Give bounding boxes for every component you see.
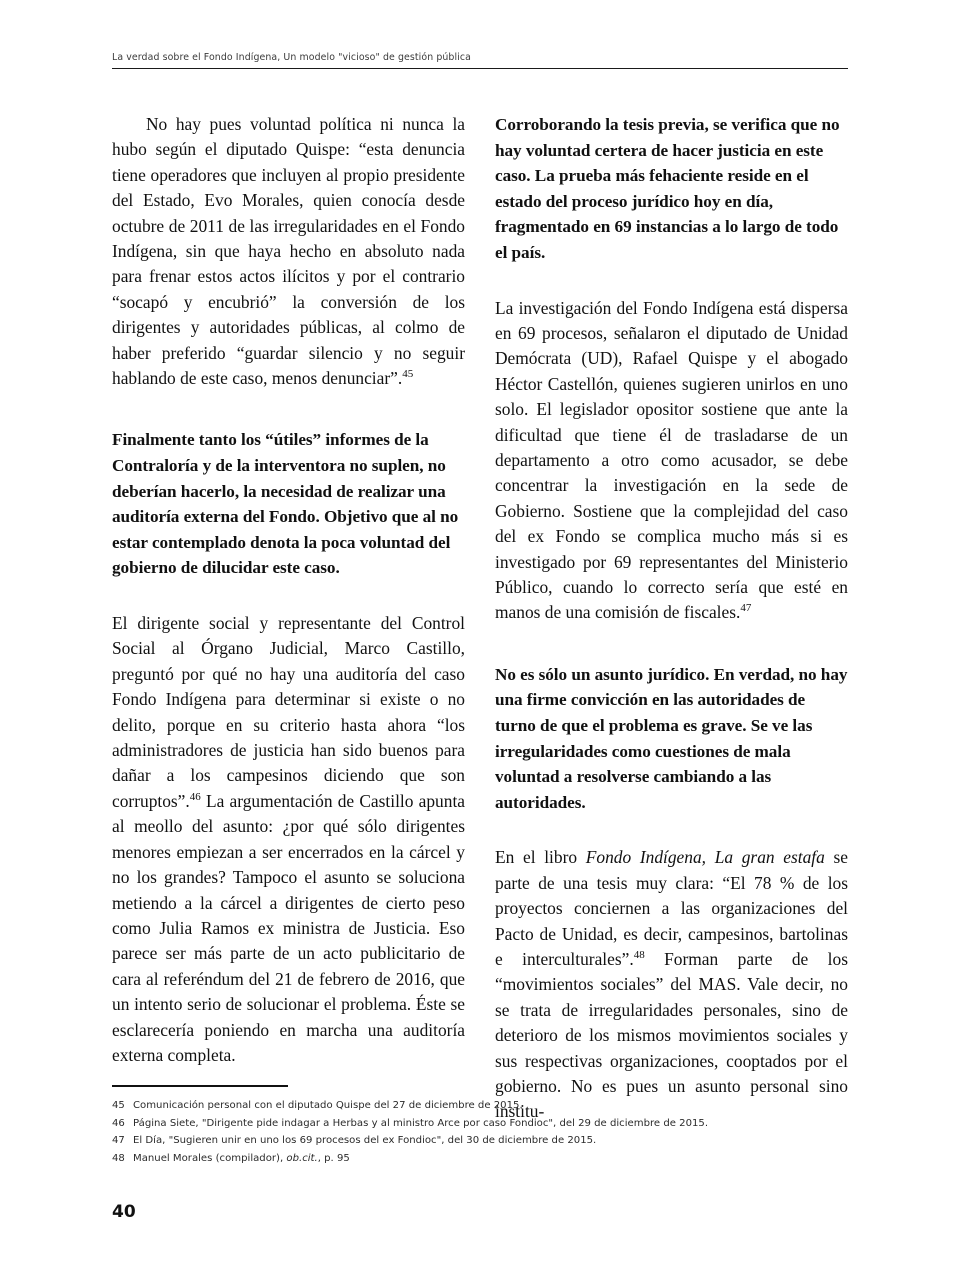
footnote-text [133,1150,350,1168]
footnote-ref-48[interactable]: 48 [633,949,645,962]
footnote-text: Comunicación personal con el diputado Quispe del 27 de diciembre de 2015. [133,1100,523,1111]
footnote-number: 45 [112,1100,125,1111]
page-number: 40 [112,1202,136,1222]
paragraph-right-1-bold: Corroborando la tesis previa, se verifica que no hay voluntad certera de hacer justicia en este caso. La prueba más fehaciente reside en el estado del proceso jurídico hoy en día, fragmentado en 69 instancias a lo largo de todo el país. [495,115,840,262]
footnote-number: 47 [112,1135,125,1147]
book-title-fondo-indigena: Fondo Indígena, La gran estafa [585,847,825,868]
footnote-item [112,1115,872,1133]
paragraph-right-4-text: se parte de una tesis muy clara: “El 78 % de los proyectos conciernen a las organizaciones del Pacto de Unidad, es decir, campesinos, bartolinas e interculturales”. [495,847,848,970]
left-column [112,112,465,1065]
paragraph-gap [112,595,465,611]
footnote-item [112,1132,872,1150]
paragraph-left-3-text: El dirigente social y representante del Control Social al Órgano Judicial, Marco Castillo, preguntó por qué no hay una auditoría del caso Fondo Indígena para determinar si existe o no delito, porque en su criterio hasta ahora “los administradores de justicia han sido buenos para dañar a los campesinos diciendo que son corruptos”. [112,613,465,811]
footnote-ref-45[interactable]: 45 [402,368,414,381]
footnote-citation-abbrev: ob.cit. [286,1152,318,1164]
paragraph-gap [112,405,465,427]
running-head-rule [112,68,848,69]
footnote-ref-47[interactable]: 47 [740,602,752,615]
paragraph-left-1-text: No hay pues voluntad política ni nunca la hubo según el diputado Quispe: “esta denuncia tiene operadores que incluyen al propio presidente del Estado, Evo Morales, quien conocía desde octubre de 2011 de las irregularidades en el Fondo Indígena, sin que haya hecho en absoluto nada para frenar estos actos ilícitos y por el contrario “socapó y encubrió” la conversión de los dirigentes y autoridades públicas, al colmo de haber preferido “guardar silencio y no seguir hablando de este caso, menos denunciar”. [112,114,465,389]
footnote-separator-rule [112,1085,288,1087]
paragraph-right-4-continuation: Forman parte de los “movimientos sociales” del MAS. Vale decir, no se trata de irregularidades personales, sino de deterioro de los mismos movimientos sociales y sus respectivas organizaciones, cooptados por el gobierno. No es pues un asunto personal sino institu- [495,949,848,1122]
paragraph-right-4-prefix: En el libro [495,847,586,868]
footnotes-block [112,1097,872,1167]
running-head: La verdad sobre el Fondo Indígena, Un modelo "vicioso" de gestión pública [112,52,471,63]
footnote-ref-46[interactable]: 46 [189,791,201,804]
paragraph-right-2 [495,296,848,626]
paragraph-left-2-bold: Finalmente tanto los “útiles” informes de la Contraloría y de la interventora no suplen, no deberían hacerlo, la necesidad de realizar una auditoría externa del Fondo. Objetivo que al no estar contemplado denota la poca voluntad del gobierno de dilucidar este caso. [112,430,459,578]
footnote-text-suffix: , p. 95 [317,1152,350,1164]
footnote-item [112,1097,872,1115]
paragraph-gap [495,280,848,296]
paragraph-right-3-bold: No es sólo un asunto jurídico. En verdad, no hay una firme convicción en las autoridades de turno de que el problema es grave. Se ve las irregularidades como cuestiones de mala voluntad a resolverse cambiando a las autoridades. [495,664,848,812]
paragraph-right-2-text: La investigación del Fondo Indígena está dispersa en 69 procesos, señalaron el diputado de Unidad Demócrata (UD), Rafael Quispe y el abogado Héctor Castellón, quienes sugieren unirlos en uno solo. El legislador opositor sostiene que ante la dificultad que tiene él de trasladarse de un departamento a otro como acusador, se debe concentrar la investigación en la sede de Gobierno. Sostiene que la complejidad del caso del ex Fondo se complica mucho más si es investigado por 69 representantes del Ministerio Público, cuando lo correcto sería que esté en manos de una comisión de fiscales. [495,297,848,623]
footnote-text: El Día, "Sugieren unir en uno los 69 procesos del ex Fondioc", del 30 de diciembre de 2015. [133,1135,597,1147]
footnote-number: 48 [112,1152,125,1164]
paragraph-gap [495,640,848,662]
paragraph-left-3-continuation: La argumentación de Castillo apunta al meollo del asunto: ¿por qué sólo dirigentes menores empiezan a ser encerrados en la cárcel y no los grandes? Tampoco el asunto se soluciona metiendo a la cárcel a dirigentes de cierto peso como Julia Ramos ex ministra de Justicia. Eso parece ser más parte de un acto publicitario de cara al referéndum del 21 de febrero de 2016, que un intento serio de solucionar el problema. Éste se esclarecería poniendo en marcha una auditoría externa completa. [112,790,465,1065]
footnote-text-prefix: Manuel Morales (compilador), [133,1152,287,1164]
paragraph-left-3 [112,611,465,1068]
footnote-number: 46 [112,1117,125,1129]
paragraph-gap [495,829,848,845]
right-column [495,112,848,1122]
footnote-text: Página Siete, "Dirigente pide indagar a Herbas y al ministro Arce por caso Fondioc", del 29 de diciembre de 2015. [133,1117,709,1129]
paragraph-right-4 [495,845,848,1124]
paragraph-left-1 [112,112,465,391]
footnote-item [112,1150,872,1168]
